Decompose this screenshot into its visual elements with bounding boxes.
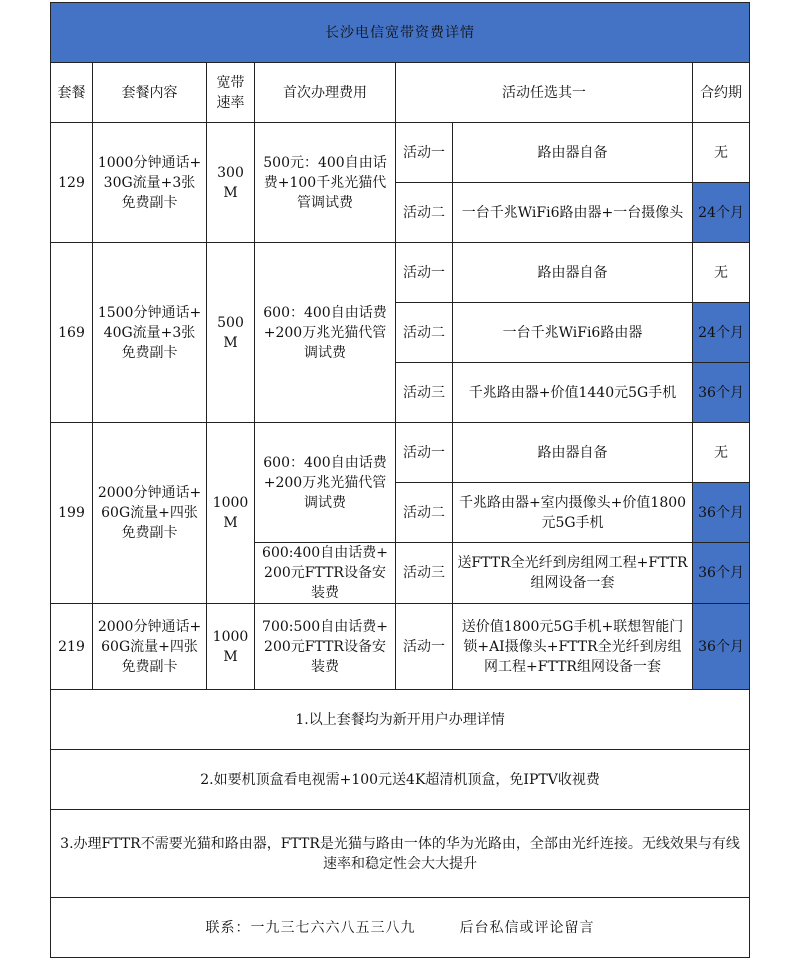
plan-price: 169 (51, 243, 93, 423)
activity-term: 24个月 (693, 183, 750, 243)
header-contract: 合约期 (693, 63, 750, 123)
activity-name: 活动三 (396, 363, 453, 423)
plan-fee: 500元：400自由话费+100千兆光猫代管调试费 (255, 123, 396, 243)
plan-fee: 700:500自由话费+200元FTTR设备安装费 (255, 604, 396, 690)
activity-name: 活动一 (396, 243, 453, 303)
activity-name: 活动二 (396, 303, 453, 363)
plan-speed: 1000M (207, 423, 255, 604)
plan-content: 1000分钟通话+30G流量+3张免费副卡 (93, 123, 207, 243)
activity-term: 36个月 (693, 483, 750, 543)
contact-message: 后台私信或评论留言 (459, 919, 595, 936)
header-activity: 活动任选其一 (396, 63, 693, 123)
activity-desc: 一台千兆WiFi6路由器 (453, 303, 693, 363)
activity-term: 无 (693, 423, 750, 483)
plan-content: 2000分钟通话+60G流量+四张免费副卡 (93, 604, 207, 690)
note-3: 3.办理FTTR不需要光猫和路由器，FTTR是光猫与路由一体的华为光路由，全部由光纤连接。无线效果与有线速率和稳定性会大大提升 (51, 810, 750, 898)
activity-name: 活动二 (396, 183, 453, 243)
activity-term: 36个月 (693, 543, 750, 604)
activity-desc: 千兆路由器+室内摄像头+价值1800元5G手机 (453, 483, 693, 543)
tariff-table (50, 2, 750, 958)
plan-price: 219 (51, 604, 93, 690)
note-1: 1.以上套餐均为新开用户办理详情 (51, 690, 750, 750)
plan-price: 199 (51, 423, 93, 604)
plan-fee: 600：400自由话费+200万兆光猫代管调试费 (255, 243, 396, 423)
activity-term: 无 (693, 123, 750, 183)
header-speed: 宽带速率 (207, 63, 255, 123)
activity-term: 无 (693, 243, 750, 303)
header-package: 套餐 (51, 63, 93, 123)
activity-desc: 一台千兆WiFi6路由器+一台摄像头 (453, 183, 693, 243)
activity-desc: 路由器自备 (453, 243, 693, 303)
plan-fee-fttr: 600:400自由话费+200元FTTR设备安装费 (255, 543, 396, 604)
activity-name: 活动一 (396, 604, 453, 690)
activity-term: 36个月 (693, 363, 750, 423)
plan-content: 2000分钟通话+60G流量+四张免费副卡 (93, 423, 207, 604)
plan-speed: 300M (207, 123, 255, 243)
activity-desc: 送FTTR全光纤到房组网工程+FTTR组网设备一套 (453, 543, 693, 604)
activity-name: 活动一 (396, 423, 453, 483)
plan-fee: 600：400自由话费+200万兆光猫代管调试费 (255, 423, 396, 543)
activity-desc: 路由器自备 (453, 423, 693, 483)
plan-price: 129 (51, 123, 93, 243)
activity-name: 活动一 (396, 123, 453, 183)
header-fee: 首次办理费用 (255, 63, 396, 123)
activity-name: 活动二 (396, 483, 453, 543)
activity-desc: 送价值1800元5G手机+联想智能门锁+AI摄像头+FTTR全光纤到房组网工程+FTTR组网设备一套 (453, 604, 693, 690)
contact-row (51, 898, 750, 958)
activity-term: 24个月 (693, 303, 750, 363)
plan-content: 1500分钟通话+40G流量+3张免费副卡 (93, 243, 207, 423)
activity-term: 36个月 (693, 604, 750, 690)
activity-desc: 路由器自备 (453, 123, 693, 183)
activity-name: 活动三 (396, 543, 453, 604)
page-title: 长沙电信宽带资费详情 (51, 3, 750, 63)
plan-speed: 1000M (207, 604, 255, 690)
plan-speed: 500M (207, 243, 255, 423)
header-content: 套餐内容 (93, 63, 207, 123)
note-2: 2.如要机顶盒看电视需+100元送4K超清机顶盒，免IPTV收视费 (51, 750, 750, 810)
activity-desc: 千兆路由器+价值1440元5G手机 (453, 363, 693, 423)
contact-phone: 联系：一九三七六六八五三八九 (205, 919, 416, 936)
